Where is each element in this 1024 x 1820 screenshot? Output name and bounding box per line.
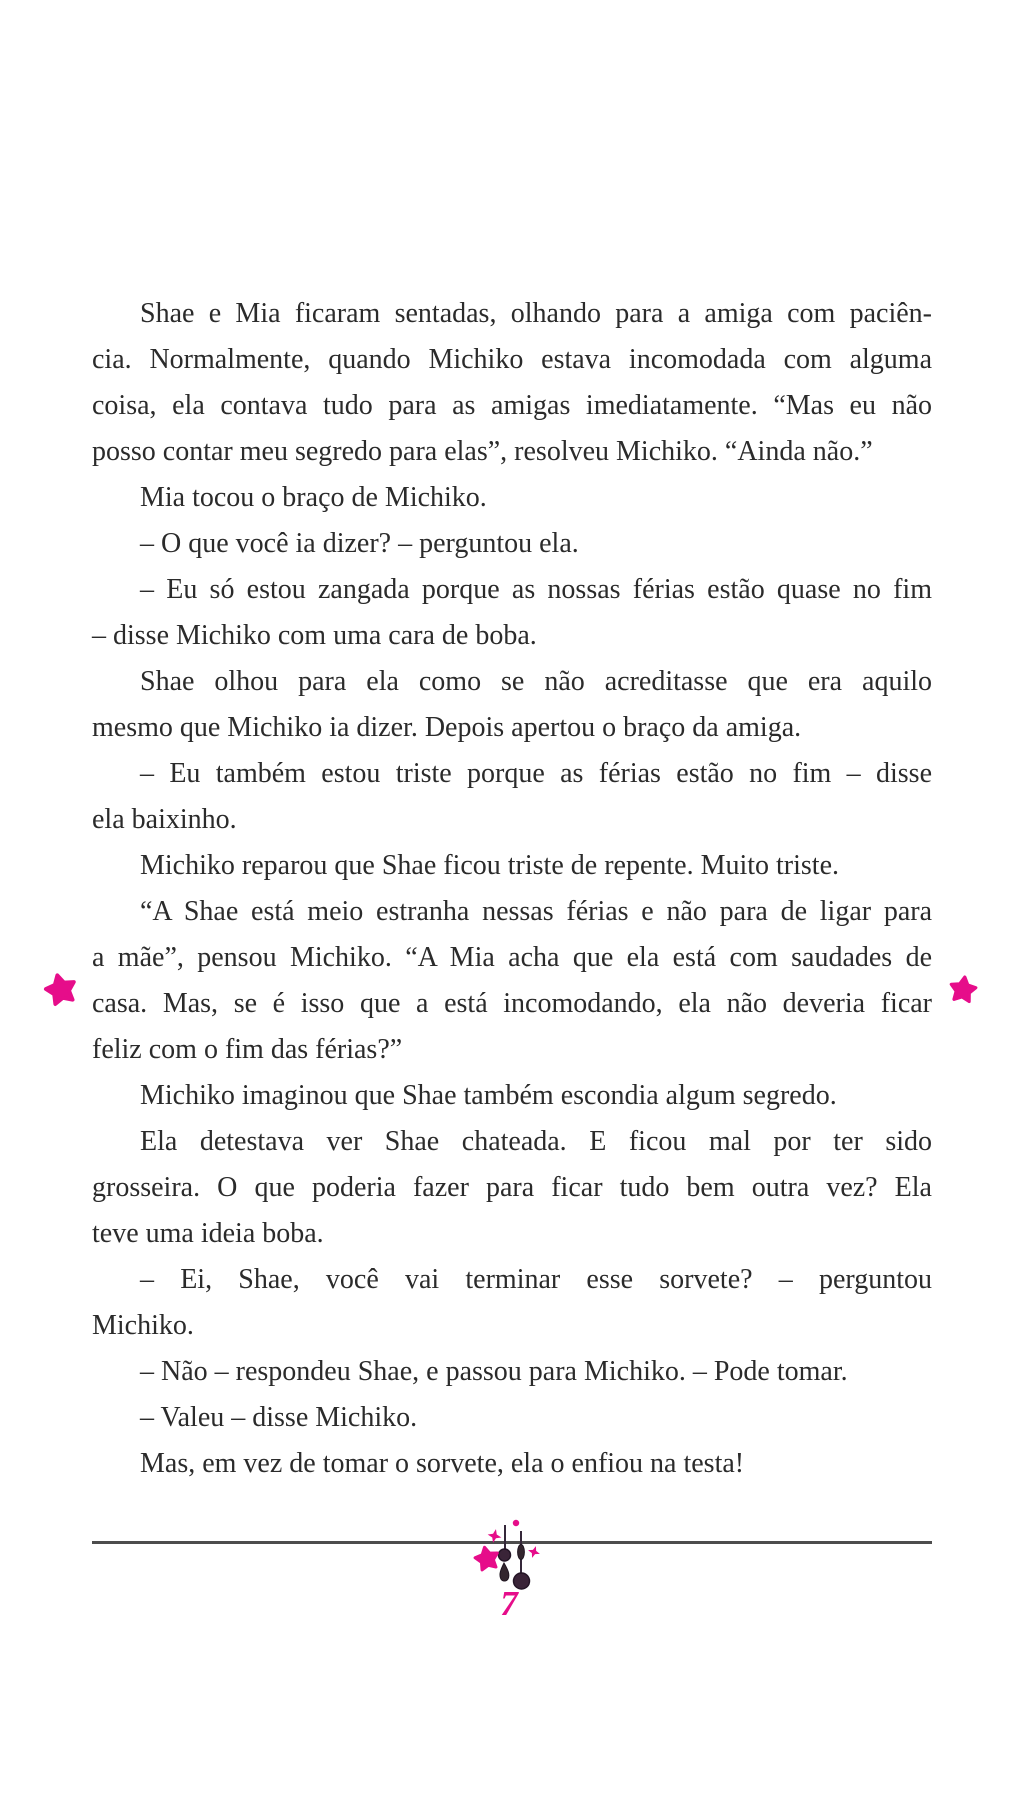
text-line: Mia tocou o braço de Michiko.: [140, 482, 487, 513]
pink-star-left-icon: [43, 972, 79, 1013]
text-line: – Eu também estou triste porque as férias estão no fim – disse: [140, 758, 932, 789]
text-line: feliz com o fim das férias?”: [92, 1034, 403, 1065]
text-line: – disse Michiko com uma cara de boba.: [92, 620, 537, 651]
paragraph: [92, 1073, 932, 1119]
paragraph: [92, 475, 932, 521]
text-line: Shae e Mia ficaram sentadas, olhando para a amiga com paciên-: [140, 298, 932, 329]
text-line: Shae olhou para ela como se não acreditasse que era aquilo: [140, 666, 932, 697]
text-line: Ela detestava ver Shae chateada. E ficou mal por ter sido: [140, 1126, 932, 1157]
text-line: ela baixinho.: [92, 804, 237, 835]
text-line: – O que você ia dizer? – perguntou ela.: [140, 528, 579, 559]
text-line: “A Shae está meio estranha nessas férias e não para de ligar para: [140, 896, 932, 927]
text-line: a mãe”, pensou Michiko. “A Mia acha que ela está com saudades de: [92, 942, 932, 973]
text-line: mesmo que Michiko ia dizer. Depois apertou o braço da amiga.: [92, 712, 802, 743]
text-line: – Não – respondeu Shae, e passou para Michiko. – Pode tomar.: [140, 1356, 848, 1387]
paragraph: [92, 843, 932, 889]
paragraph: [92, 1119, 932, 1257]
paragraph: [92, 889, 932, 1073]
text-line: Michiko reparou que Shae ficou triste de repente. Muito triste.: [140, 850, 840, 881]
text-line: Michiko.: [92, 1310, 194, 1341]
text-line: teve uma ideia boba.: [92, 1218, 324, 1249]
text-line: cia. Normalmente, quando Michiko estava incomodada com alguma: [92, 344, 932, 375]
text-line: grosseira. O que poderia fazer para ficar tudo bem outra vez? Ela: [92, 1172, 932, 1203]
paragraph: [92, 1395, 932, 1441]
text-line: casa. Mas, se é isso que a está incomodando, ela não deveria ficar: [92, 988, 932, 1019]
paragraph: [92, 751, 932, 843]
paragraph: [92, 659, 932, 751]
paragraph: [92, 521, 932, 567]
text-line: Michiko imaginou que Shae também escondia algum segredo.: [140, 1080, 837, 1111]
text-line: – Valeu – disse Michiko.: [140, 1402, 418, 1433]
text-line: – Eu só estou zangada porque as nossas férias estão quase no fim: [140, 574, 932, 605]
pink-star-right-icon: [946, 973, 980, 1012]
paragraph: [92, 1349, 932, 1395]
paragraph: [92, 1257, 932, 1349]
text-block: [92, 291, 932, 1487]
paragraph: [92, 291, 932, 475]
text-line: posso contar meu segredo para elas”, resolveu Michiko. “Ainda não.”: [92, 436, 873, 467]
paragraph: [92, 1441, 932, 1487]
paragraph: [92, 567, 932, 659]
text-line: coisa, ela contava tudo para as amigas imediatamente. “Mas eu não: [92, 390, 932, 421]
page-number: 7: [500, 1584, 518, 1623]
text-line: – Ei, Shae, você vai terminar esse sorvete? – perguntou: [140, 1264, 932, 1295]
text-line: Mas, em vez de tomar o sorvete, ela o enfiou na testa!: [140, 1448, 745, 1479]
